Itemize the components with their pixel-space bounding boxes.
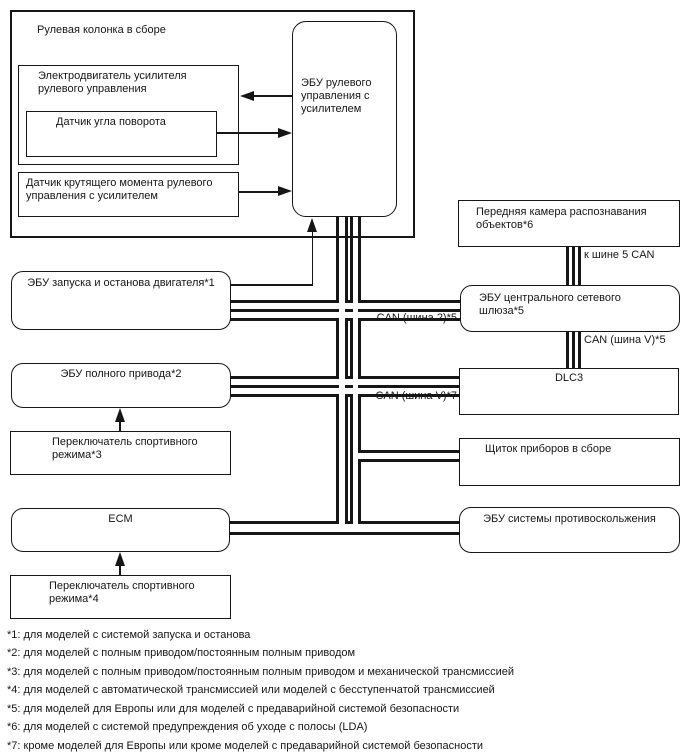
footnote-1: *1: для моделей с системой запуска и останова bbox=[7, 629, 251, 641]
signal-line bbox=[254, 95, 292, 97]
front-camera-box bbox=[458, 200, 680, 247]
bus-junction-gap bbox=[339, 521, 345, 524]
footnote-4: *4: для моделей с автоматической трансмиссией или моделей с бесступенчатой трансмиссией bbox=[7, 684, 495, 697]
can-bus-line bbox=[572, 332, 575, 368]
eps-motor-label: Электродвигатель усилителя рулевого управления bbox=[38, 70, 187, 95]
can-bus-line bbox=[566, 247, 569, 285]
can-bus-line bbox=[350, 217, 353, 524]
footnote-5: *5: для моделей для Европы или для моделей с предаварийной системой безопасности bbox=[7, 702, 460, 715]
skid-control-ecu-label: ЭБУ системы противоскольжения bbox=[483, 513, 656, 525]
can-bus-line bbox=[358, 217, 361, 524]
sport-switch-3-box bbox=[10, 431, 231, 475]
signal-line bbox=[231, 284, 313, 286]
steering-column-assembly-label: Рулевая колонка в сборе bbox=[37, 24, 166, 36]
bus-junction-gap bbox=[335, 388, 349, 394]
signal-line bbox=[239, 191, 278, 193]
arrowhead-up-icon bbox=[115, 552, 125, 566]
arrowhead-right-icon bbox=[278, 128, 292, 138]
gateway-ecu-label: ЭБУ центрального сетевого шлюза*5 bbox=[479, 292, 621, 317]
footnote-3: *3: для моделей с полным приводом/постоянным полным приводом и механической трансмиссией bbox=[7, 665, 515, 678]
can-bus-line bbox=[566, 332, 569, 368]
signal-line bbox=[312, 232, 314, 285]
to-bus5-label: к шине 5 CAN bbox=[584, 249, 655, 261]
steering-ecu-box bbox=[292, 21, 397, 217]
signal-line bbox=[217, 132, 278, 134]
instrument-cluster-label: Щиток приборов в сборе bbox=[485, 443, 612, 455]
footnote-2: *2: для моделей с полным приводом/постоянным полным приводом bbox=[7, 647, 356, 660]
angle-sensor-box bbox=[26, 111, 217, 157]
dlc3-box bbox=[459, 368, 679, 415]
can-busv5-label: CAN (шина V)*5 bbox=[584, 334, 666, 346]
awd-ecu-box bbox=[11, 363, 231, 408]
steering-ecu-label: ЭБУ рулевого управления с усилителем bbox=[301, 77, 372, 115]
can-bus-line bbox=[578, 247, 581, 285]
awd-ecu-label: ЭБУ полного привода*2 bbox=[60, 368, 182, 380]
can-bus-line bbox=[230, 532, 459, 535]
signal-line bbox=[119, 566, 121, 575]
can-bus-line bbox=[353, 450, 459, 453]
bus-junction-gap bbox=[357, 453, 363, 459]
dlc3-label: DLC3 bbox=[554, 372, 584, 384]
start-stop-ecu-label: ЭБУ запуска и останова двигателя*1 bbox=[27, 277, 215, 289]
footnote-7: *7: кроме моделей для Европы или кроме моделей с предаварийной системой безопасности bbox=[7, 739, 483, 752]
torque-sensor-box bbox=[18, 172, 239, 217]
skid-control-ecu-box bbox=[459, 507, 680, 553]
can-bus-line bbox=[353, 459, 459, 462]
can-bus-line bbox=[572, 247, 575, 285]
arrowhead-right-icon bbox=[278, 186, 292, 196]
arrowhead-left-icon bbox=[240, 91, 254, 101]
bus-junction-gap bbox=[349, 379, 362, 385]
sport-switch-4-label: Переключатель спортивного режима*4 bbox=[49, 580, 195, 605]
ecm-label: ECM bbox=[108, 513, 133, 525]
can-bus-line bbox=[336, 217, 339, 524]
can-bus-line bbox=[345, 217, 348, 524]
sport-switch-4-box bbox=[10, 575, 231, 619]
can-bus2-label: CAN (шина 2)*5 bbox=[376, 312, 457, 324]
bus-junction-gap bbox=[353, 521, 358, 524]
start-stop-ecu-box bbox=[11, 271, 231, 330]
signal-line bbox=[119, 422, 121, 431]
bus-junction-gap bbox=[349, 303, 362, 309]
instrument-cluster-box bbox=[459, 438, 680, 486]
footnotes-block bbox=[7, 626, 514, 755]
front-camera-label: Передняя камера распознавания объектов*6 bbox=[476, 206, 647, 231]
arrowhead-up-icon bbox=[307, 218, 317, 232]
footnote-6: *6: для моделей с системой предупреждения об уходе с полосы (LDA) bbox=[7, 721, 368, 734]
can-busv7-label: CAN (шина V)*7 bbox=[375, 390, 457, 402]
torque-sensor-label: Датчик крутящего момента рулевого управления с усилителем bbox=[26, 177, 213, 202]
gateway-ecu-box bbox=[460, 285, 680, 332]
can-bus-line bbox=[578, 332, 581, 368]
ecm-box bbox=[11, 508, 230, 552]
sport-switch-3-label: Переключатель спортивного режима*3 bbox=[52, 436, 198, 461]
bus-junction-gap bbox=[335, 379, 349, 385]
arrowhead-up-icon bbox=[115, 408, 125, 422]
bus-junction-gap bbox=[335, 303, 349, 309]
bus-junction-gap bbox=[335, 312, 349, 318]
angle-sensor-label: Датчик угла поворота bbox=[56, 116, 166, 128]
